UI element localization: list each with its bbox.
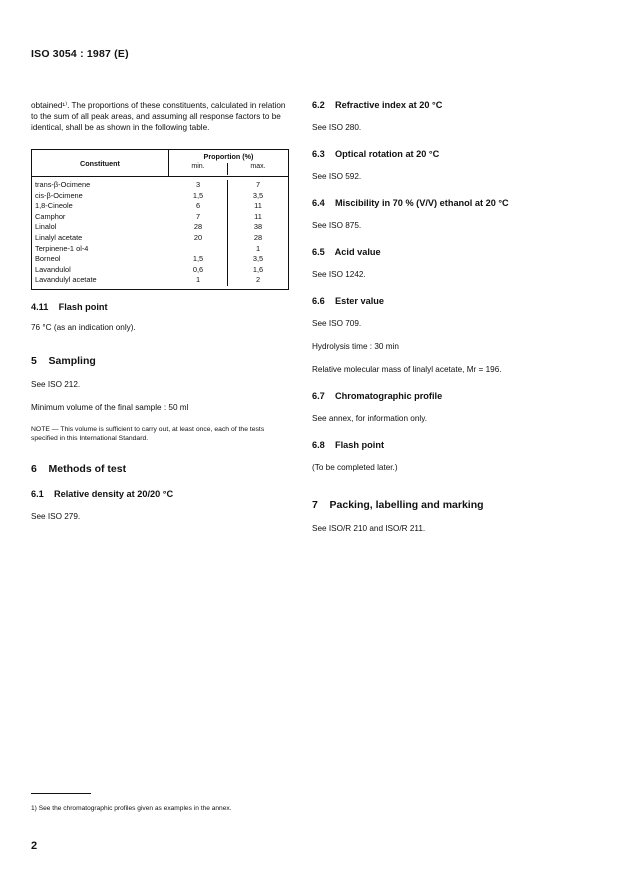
section-heading <box>312 100 592 110</box>
note-text: NOTE — This volume is sufficient to carry out, at least once, each of the tests specified in this International Standard. <box>31 425 265 442</box>
proportion-min: 6 <box>195 201 201 211</box>
header-max: max. <box>250 163 266 170</box>
section-heading <box>31 355 289 367</box>
packing-text: See ISO/R 210 and ISO/R 211. <box>312 524 426 533</box>
header-constituent: Constituent <box>32 150 169 176</box>
sampling-text: See ISO 212. <box>31 379 81 389</box>
section-5 <box>31 355 289 443</box>
section-title: Ester value <box>335 296 385 306</box>
section-6-3 <box>312 149 592 182</box>
section-6-4 <box>312 198 592 231</box>
constituent-name: Lavandulyl acetate <box>35 275 97 285</box>
section-title: Chromatographic profile <box>335 391 443 401</box>
constituent-name: Borneol <box>35 254 61 264</box>
section-heading <box>31 489 289 499</box>
section-heading <box>31 302 289 312</box>
flash-point-pending-text: (To be completed later.) <box>312 463 398 472</box>
flash-point-text: 76 °C (as an indication only). <box>31 322 136 332</box>
footnote-divider <box>31 793 91 794</box>
section-heading <box>312 247 592 257</box>
section-title: Refractive index at 20 °C <box>335 100 443 110</box>
right-column <box>312 100 592 534</box>
constituent-name: 1,8-Cineole <box>35 201 73 211</box>
section-number: 6.7 <box>312 391 325 401</box>
section-number: 4.11 <box>31 301 49 312</box>
molecular-mass-text: Relative molecular mass of linalyl acetate, Mr = 196. <box>312 365 502 374</box>
header-min: min. <box>169 163 228 175</box>
constituent-name: trans-β-Ocimene <box>35 180 91 189</box>
constituents-table <box>31 149 289 290</box>
section-6-7 <box>312 391 592 424</box>
section-title: Sampling <box>48 354 96 367</box>
optical-text: See ISO 592. <box>312 172 362 181</box>
section-number: 6.2 <box>312 100 325 110</box>
hydrolysis-text: Hydrolysis time : 30 min <box>312 342 399 351</box>
section-6-1 <box>31 489 289 522</box>
proportion-max: 7 <box>255 180 261 189</box>
section-number: 6.4 <box>312 198 325 208</box>
proportion-min: 1,5 <box>192 254 204 264</box>
section-number: 6.3 <box>312 149 325 159</box>
section-number: 6.1 <box>31 488 44 499</box>
section-number: 6.6 <box>312 296 325 306</box>
section-title: Relative density at 20/20 °C <box>54 488 174 499</box>
section-number: 7 <box>312 499 318 511</box>
chromatographic-text: See annex, for information only. <box>312 414 427 423</box>
proportion-min: 3 <box>195 180 201 189</box>
proportion-min: 0,6 <box>192 264 204 274</box>
constituent-name: Camphor <box>35 211 66 221</box>
proportion-min: 1 <box>195 275 201 285</box>
section-6-2 <box>312 100 592 133</box>
section-6-8 <box>312 440 592 473</box>
acid-text: See ISO 1242. <box>312 270 366 279</box>
section-number: 6.5 <box>312 247 325 257</box>
refractive-text: See ISO 280. <box>312 123 362 132</box>
section-heading <box>312 198 592 208</box>
section-number: 5 <box>31 354 37 367</box>
proportion-min <box>169 244 227 255</box>
proportion-max: 1 <box>255 243 261 253</box>
table-header <box>32 150 288 177</box>
section-title: Optical rotation at 20 °C <box>335 149 440 159</box>
left-column <box>31 100 289 522</box>
constituent-name: Terpinene-1 ol-4 <box>35 243 89 253</box>
proportion-max: 3,5 <box>252 254 264 264</box>
proportion-min: 20 <box>193 232 203 242</box>
section-heading <box>312 296 592 306</box>
section-heading <box>312 149 592 159</box>
proportion-max: 28 <box>253 232 263 242</box>
section-title: Miscibility in 70 % (V/V) ethanol at 20 °C <box>335 198 509 208</box>
section-title: Methods of test <box>48 462 127 475</box>
section-6-6 <box>312 296 592 375</box>
section-heading <box>31 463 289 475</box>
table-body <box>32 177 288 289</box>
section-title: Packing, labelling and marking <box>329 499 484 511</box>
header-proportion: Proportion (%) <box>203 152 254 161</box>
constituent-name: cis-β-Ocimene <box>35 190 83 200</box>
document-header: ISO 3054 : 1987 (E) <box>31 48 129 60</box>
constituent-name: Linalol <box>35 222 57 232</box>
section-heading <box>312 391 592 401</box>
section-4-11 <box>31 302 289 333</box>
proportion-max: 11 <box>254 201 262 211</box>
proportion-max: 2 <box>255 275 261 285</box>
section-title: Acid value <box>334 247 381 257</box>
section-6 <box>31 463 289 475</box>
page-number: 2 <box>31 840 38 852</box>
section-title: Flash point <box>335 440 384 450</box>
footnote: 1) See the chromatographic profiles given as examples in the annex. <box>31 805 232 812</box>
intro-paragraph: obtained¹⁾. The proportions of these constituents, calculated in relation to the sum of all peak areas, and assuming all response factors to be identical, shall be as shown in the following table. <box>31 101 286 132</box>
minimum-volume-text: Minimum volume of the final sample : 50 ml <box>31 402 189 412</box>
density-text: See ISO 279. <box>31 511 81 521</box>
section-heading <box>312 440 592 450</box>
section-title: Flash point <box>58 301 108 312</box>
section-number: 6 <box>31 462 37 475</box>
proportion-max: 11 <box>254 211 262 221</box>
section-6-5 <box>312 247 592 280</box>
section-number: 6.8 <box>312 440 325 450</box>
proportion-max: 1,6 <box>252 264 264 274</box>
ester-text: See ISO 709. <box>312 319 362 328</box>
proportion-min: 7 <box>195 211 201 221</box>
section-7 <box>312 499 592 534</box>
proportion-min: 1,5 <box>192 190 204 200</box>
proportion-min: 28 <box>193 222 203 232</box>
miscibility-text: See ISO 875. <box>312 221 362 230</box>
section-heading <box>312 499 592 511</box>
constituent-name: Lavandulol <box>35 264 71 274</box>
proportion-max: 3,5 <box>252 190 264 200</box>
constituent-name: Linalyl acetate <box>35 232 83 242</box>
proportion-max: 38 <box>253 222 263 232</box>
